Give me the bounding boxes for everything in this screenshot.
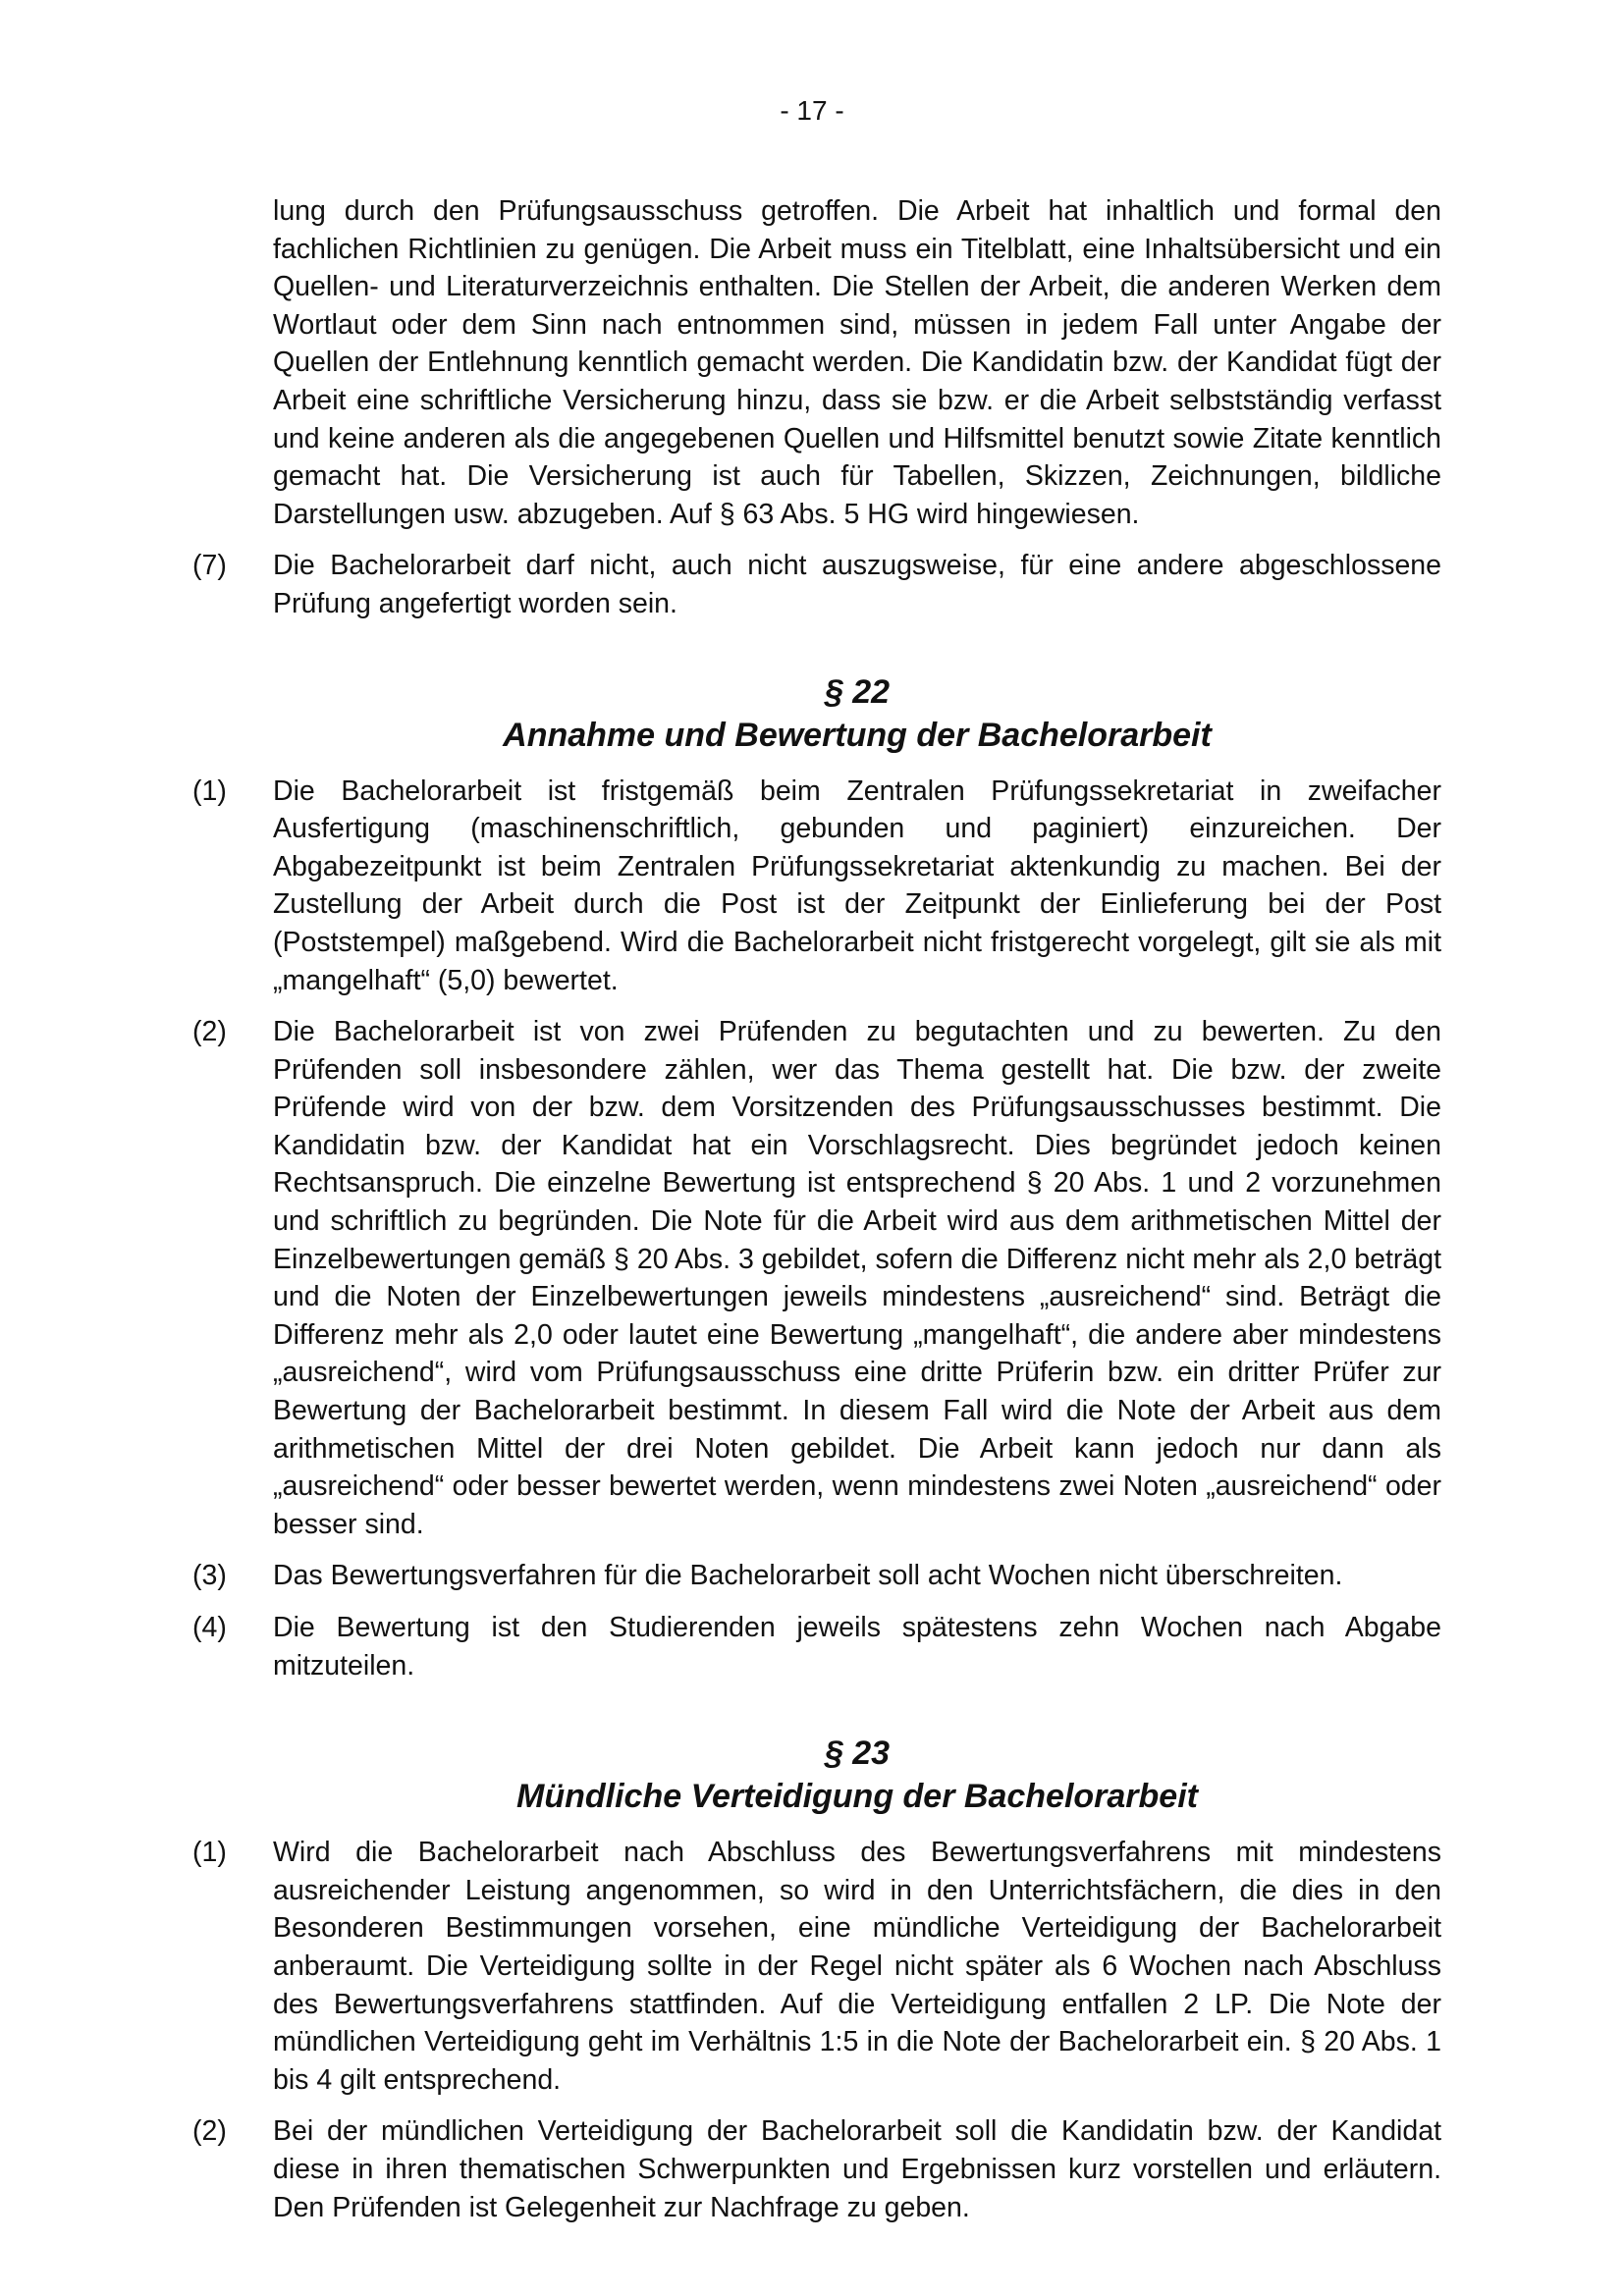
paragraph-number: (1) (192, 774, 227, 807)
section-number: § 22 (824, 672, 891, 711)
section-22-paragraph-2 (192, 1013, 1441, 1543)
section-22-paragraph-1 (192, 773, 1441, 1000)
page-number: - 17 - (780, 95, 844, 126)
paragraph-7 (192, 547, 1441, 622)
paragraph-number: (1) (192, 1837, 227, 1869)
paragraph-text: Die Bachelorarbeit ist fristgemäß beim Zentralen Prüfungssekretariat in zweifacher Ausfertigung (maschinenschriftlich, gebunden und paginiert) einzureichen. Der Abgabezeitpunkt ist beim Zentralen Prüfungssekretariat aktenkundig zu machen. Bei der Zustellung der Arbeit durch die Post ist der Zeitpunkt der Einlieferung bei der Post (Poststempel) maßgebend. Wird die Bachelorarbeit nicht fristgerecht vorgelegt, gilt sie als mit „mangelhaft“ (5,0) bewertet. (273, 774, 1441, 996)
paragraph-number: (2) (192, 1016, 227, 1048)
paragraph-text: Das Bewertungsverfahren für die Bachelorarbeit soll acht Wochen nicht überschreiten. (273, 1560, 1343, 1592)
section-title: Annahme und Bewertung der Bachelorarbeit (503, 716, 1212, 754)
section-23-paragraph-2 (192, 2112, 1441, 2226)
page-content (192, 192, 1441, 2240)
section-23-paragraph-1 (192, 1834, 1441, 2099)
paragraph-number: (3) (192, 1560, 227, 1592)
paragraph-text: Die Bachelorarbeit darf nicht, auch nicht auszugsweise, für eine andere abgeschlossene Prüfung angefertigt worden sein. (273, 550, 1441, 619)
section-23-heading (192, 1732, 1441, 1818)
paragraph-text: lung durch den Prüfungsausschuss getroffen. Die Arbeit hat inhaltlich und formal den fachlichen Richtlinien zu genügen. Die Arbeit muss ein Titelblatt, eine Inhaltsübersicht und ein Quellen- und Literaturverzeichnis enthalten. Die Stellen der Arbeit, die anderen Werken dem Wortlaut oder dem Sinn nach entnommen sind, müssen in jedem Fall unter Angabe der Quellen der Entlehnung kenntlich gemacht werden. Die Kandidatin bzw. der Kandidat fügt der Arbeit eine schriftliche Versicherung hinzu, dass sie bzw. er die Arbeit selbstständig verfasst und keine anderen als die angegebenen Quellen und Hilfsmittel benutzt sowie Zitate kenntlich gemacht hat. Die Versicherung ist auch für Tabellen, Skizzen, Zeichnungen, bildliche Darstellungen usw. abzugeben. Auf § 63 Abs. 5 HG wird hingewiesen. (273, 195, 1441, 530)
section-22-paragraph-3 (192, 1557, 1441, 1595)
paragraph-number: (4) (192, 1612, 227, 1643)
paragraph-number: (7) (192, 550, 227, 582)
continued-paragraph (192, 192, 1441, 533)
section-22-paragraph-4 (192, 1609, 1441, 1684)
section-22-heading (192, 670, 1441, 757)
section-number: § 23 (824, 1735, 891, 1773)
paragraph-text: Wird die Bachelorarbeit nach Abschluss des Bewertungsverfahrens mit mindestens ausreichender Leistung angenommen, so wird in den Unterrichtsfächern, die dies in den Besonderen Bestimmungen vorsehen, eine mündliche Verteidigung der Bachelorarbeit anberaumt. Die Verteidigung sollte in der Regel nicht später als 6 Wochen nach Abschluss des Bewertungsverfahrens stattfinden. Auf die Verteidigung entfallen 2 LP. Die Note der mündlichen Verteidigung geht im Verhältnis 1:5 in die Note der Bachelorarbeit ein. § 20 Abs. 1 bis 4 gilt entsprechend. (273, 1837, 1441, 2096)
paragraph-number: (2) (192, 2115, 227, 2148)
paragraph-text: Die Bachelorarbeit ist von zwei Prüfenden zu begutachten und zu bewerten. Zu den Prüfenden soll insbesondere zählen, wer das Thema gestellt hat. Die bzw. der zweite Prüfende wird von der bzw. dem Vorsitzenden des Prüfungsausschusses bestimmt. Die Kandidatin bzw. der Kandidat hat ein Vorschlagsrecht. Dies begründet jedoch keinen Rechtsanspruch. Die einzelne Bewertung ist entsprechend § 20 Abs. 1 und 2 vorzunehmen und schriftlich zu begründen. Die Note für die Arbeit wird aus dem arithmetischen Mittel der Einzelbewertungen gemäß § 20 Abs. 3 gebildet, sofern die Differenz nicht mehr als 2,0 beträgt und die Noten der Einzelbewertungen jeweils mindestens „ausreichend“ sind. Beträgt die Differenz mehr als 2,0 oder lautet eine Bewertung „mangelhaft“, die andere aber mindestens „ausreichend“, wird vom Prüfungsausschuss eine dritte Prüferin bzw. ein dritter Prüfer zur Bewertung der Bachelorarbeit bestimmt. In diesem Fall wird die Note der Arbeit aus dem arithmetischen Mittel der drei Noten gebildet. Die Arbeit kann jedoch nur dann als „ausreichend“ oder besser bewertet werden, wenn mindestens zwei Noten „ausreichend“ oder besser sind. (273, 1016, 1441, 1540)
paragraph-text: Die Bewertung ist den Studierenden jeweils spätestens zehn Wochen nach Abgabe mitzuteilen. (273, 1612, 1441, 1682)
section-title: Mündliche Verteidigung der Bachelorarbeit (516, 1778, 1198, 1816)
paragraph-text: Bei der mündlichen Verteidigung der Bachelorarbeit soll die Kandidatin bzw. der Kandidat diese in ihren thematischen Schwerpunkten und Ergebnissen kurz vorstellen und erläutern. Den Prüfenden ist Gelegenheit zur Nachfrage zu geben. (273, 2115, 1441, 2223)
